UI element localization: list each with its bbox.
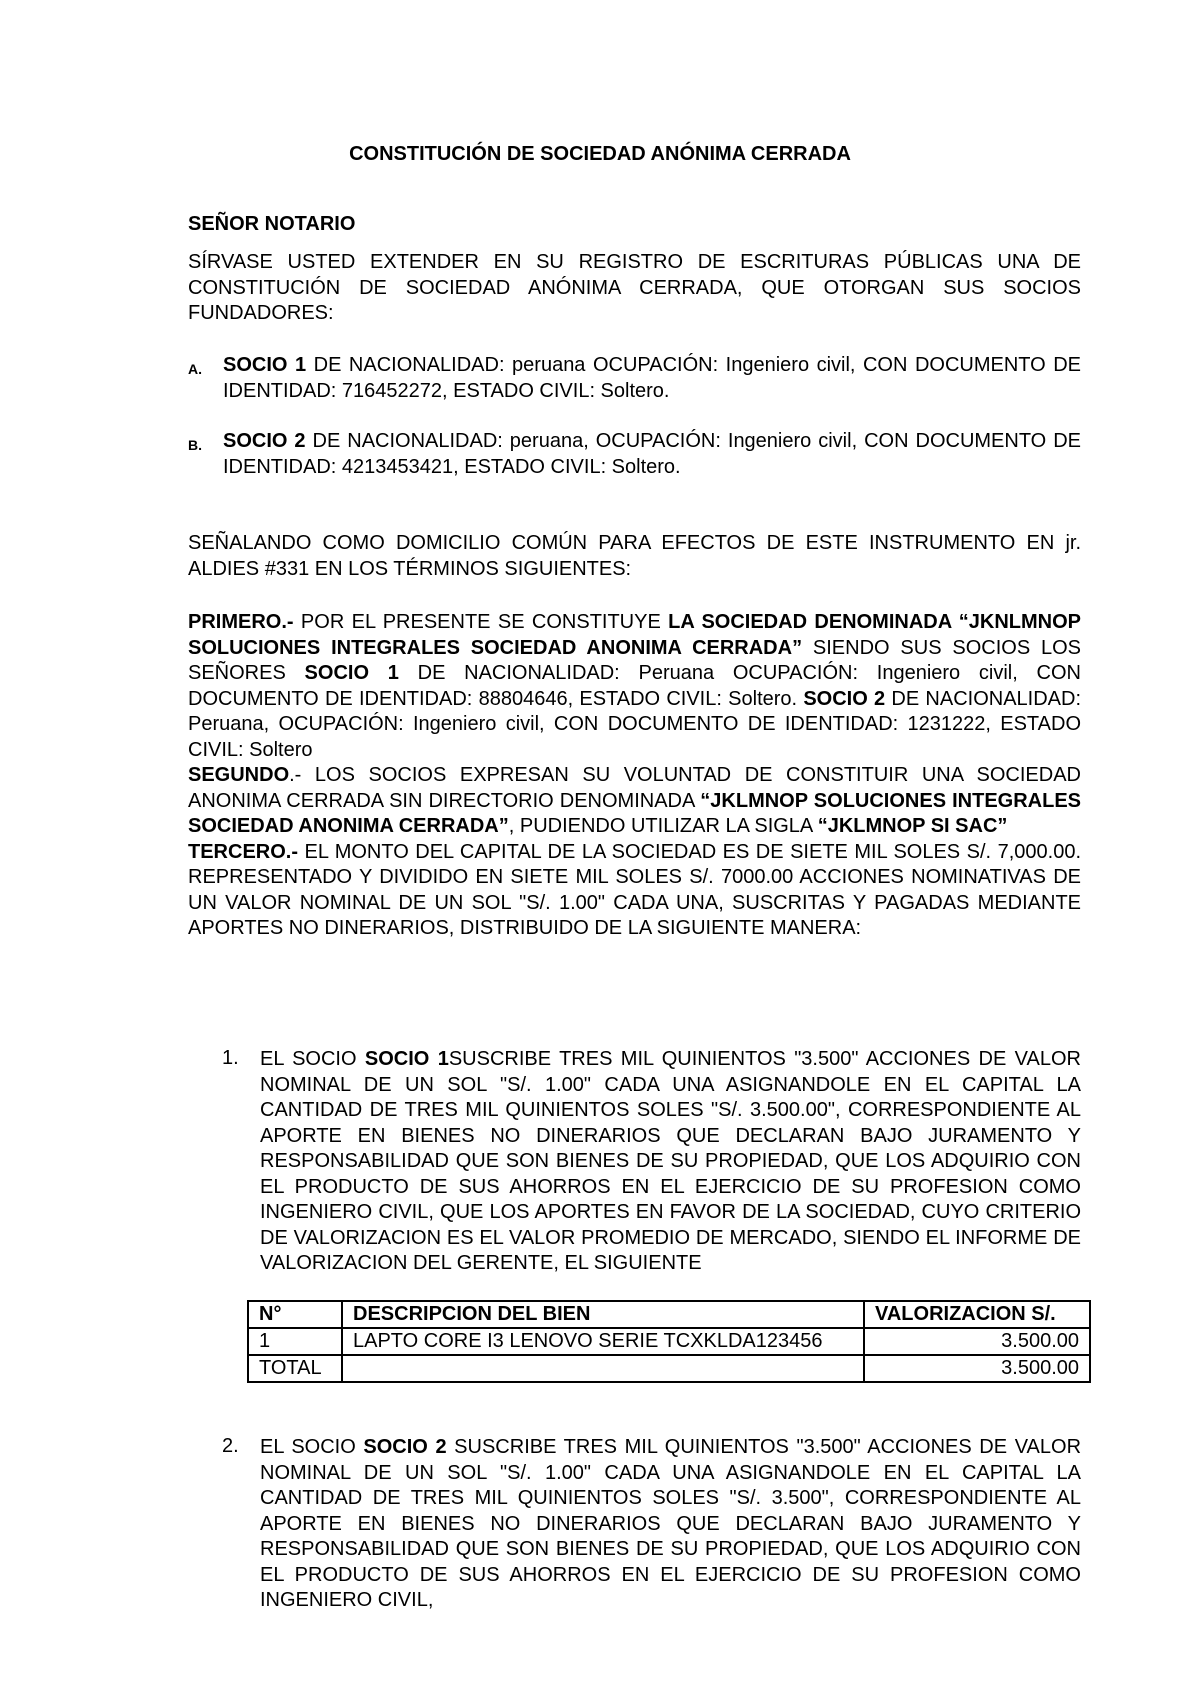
clauses-block — [188, 610, 1081, 942]
clause-text: SIENDO SUS SOCIOS LOS SEÑORES — [188, 636, 1081, 684]
partner-name: SOCIO 2 — [803, 687, 886, 710]
section-heading: SEÑOR NOTARIO — [188, 213, 356, 235]
partner-name: SOCIO 2 — [363, 1436, 447, 1458]
clause-text: , PUDIENDO UTILIZAR LA SIGLA — [508, 815, 818, 837]
table-cell: 1 — [248, 1328, 342, 1355]
table-header-cell: DESCRIPCION DEL BIEN — [342, 1301, 864, 1328]
table-cell: 3.500.00 — [864, 1328, 1090, 1355]
clause-text: .- LOS SOCIOS EXPRESAN SU VOLUNTAD DE CONSTITUIR UNA SOCIEDAD ANONIMA CERRADA SIN DIRECTORIO DENOMINADA — [188, 764, 1081, 812]
table-cell: 3.500.00 — [864, 1355, 1090, 1382]
clause-label: SEGUNDO — [188, 764, 290, 786]
clause-text: POR EL PRESENTE SE CONSTITUYE — [293, 611, 669, 633]
intro-paragraph: SÍRVASE USTED EXTENDER EN SU REGISTRO DE ESCRITURAS PÚBLICAS UNA DE CONSTITUCIÓN DE SOCIEDAD ANÓNIMA CERRADA, QUE OTORGAN SUS SOCIOS FUNDADORES: — [188, 251, 1081, 324]
item-text: SUSCRIBE TRES MIL QUINIENTOS "3.500" ACCIONES DE VALOR NOMINAL DE UN SOL "S/. 1.00" CADA UNA ASIGNANDOLE EN EL CAPITAL LA CANTIDAD DE TRES MIL QUINIENTOS SOLES "S/. 3.500", CORRESPONDIENTE AL APORTE EN BIENES NO DINERARIOS QUE DECLARAN BAJO JURAMENTO Y RESPONSABILIDAD QUE SON BIENES DE SU PROPIEDAD, QUE LOS ADQUIRIO CON EL PRODUCTO DE SUS AHORROS EN EL EJERCICIO DE SU PROFESION COMO INGENIERO CIVIL, — [260, 1436, 1082, 1611]
list-marker-a: A. — [188, 361, 202, 377]
table-header-row — [248, 1301, 1090, 1328]
partner-text: DE NACIONALIDAD: peruana, OCUPACIÓN: Ingeniero civil, CON DOCUMENTO DE IDENTIDAD: 4213453421, ESTADO CIVIL: Soltero. — [223, 430, 1081, 478]
partner-name: SOCIO 1 — [223, 354, 307, 376]
clause-text: EL MONTO DEL CAPITAL DE LA SOCIEDAD ES DE SIETE MIL SOLES S/. 7,000.00. REPRESENTADO Y DIVIDIDO EN SIETE MIL SOLES S/. 7000.00 ACCIONES NOMINATIVAS DE UN VALOR NOMINAL DE UN SOL "S/. 1.00" CADA UNA, SUSCRITAS Y PAGADAS MEDIANTE APORTES NO DINERARIOS, DISTRIBUIDO DE LA SIGUIENTE MANERA: — [188, 840, 1081, 939]
table-cell: LAPTO CORE I3 LENOVO SERIE TCXKLDA123456 — [342, 1328, 864, 1355]
item-text: SUSCRIBE TRES MIL QUINIENTOS "3.500" ACCIONES DE VALOR NOMINAL DE UN SOL "S/. 1.00" CADA UNA ASIGNANDOLE EN EL CAPITAL LA CANTIDAD DE TRES MIL QUINIENTOS SOLES "S/. 3.500.00", CORRESPONDIENTE AL APORTE EN BIENES NO DINERARIOS QUE DECLARAN BAJO JURAMENTO Y RESPONSABILIDAD QUE SON BIENES DE SU PROPIEDAD, QUE LOS ADQUIRIO CON EL PRODUCTO DE SUS AHORROS EN EL EJERCICIO DE SU PROFESION COMO INGENIERO CIVIL, QUE LOS APORTES EN FAVOR DE LA SOCIEDAD, CUYO CRITERIO DE VALORIZACION ES EL VALOR PROMEDIO DE MERCADO, SIENDO EL INFORME DE VALORIZACION DEL GERENTE, EL SIGUIENTE — [260, 1048, 1081, 1274]
clause-label: TERCERO.- — [188, 840, 298, 863]
table-header-cell: VALORIZACION S/. — [864, 1301, 1090, 1328]
item-text: EL SOCIO — [260, 1048, 365, 1070]
company-name: LA SOCIEDAD DENOMINADA “JKNLMNOP SOLUCIONES INTEGRALES SOCIEDAD ANONIMA CERRADA” — [188, 611, 1081, 659]
item-text: EL SOCIO — [260, 1436, 364, 1458]
partner-text: DE NACIONALIDAD: peruana OCUPACIÓN: Ingeniero civil, CON DOCUMENTO DE IDENTIDAD: 716452272, ESTADO CIVIL: Soltero. — [223, 354, 1081, 402]
company-acronym: “JKLMNOP SI SAC” — [817, 815, 1008, 837]
table-header-cell: N° — [248, 1301, 342, 1328]
table-total-row — [248, 1355, 1090, 1382]
clause-segundo — [188, 763, 1081, 840]
list-number-2: 2. — [222, 1435, 239, 1457]
table-row — [248, 1328, 1090, 1355]
partner-item-b — [223, 429, 1081, 480]
clause-tercero — [188, 840, 1081, 942]
subscription-item-1 — [260, 1047, 1081, 1277]
company-name: “JKLMNOP SOLUCIONES INTEGRALES SOCIEDAD ANONIMA CERRADA” — [188, 789, 1081, 837]
partner-name: SOCIO 1 — [304, 662, 399, 684]
partner-name: SOCIO 1 — [364, 1048, 449, 1070]
subscription-item-2 — [260, 1435, 1081, 1614]
clause-primero — [188, 610, 1081, 763]
document-title: CONSTITUCIÓN DE SOCIEDAD ANÓNIMA CERRADA — [349, 143, 851, 165]
clause-text: DE NACIONALIDAD: Peruana, OCUPACIÓN: Ingeniero civil, CON DOCUMENTO DE IDENTIDAD: 1231222, ESTADO CIVIL: Soltero — [188, 687, 1082, 761]
table-cell — [342, 1355, 864, 1382]
clause-label: PRIMERO.- — [188, 611, 294, 633]
valuation-table — [247, 1300, 1091, 1383]
partner-item-a — [223, 353, 1081, 404]
table-cell: TOTAL — [248, 1355, 342, 1382]
list-number-1: 1. — [222, 1047, 239, 1069]
domicile-paragraph: SEÑALANDO COMO DOMICILIO COMÚN PARA EFECTOS DE ESTE INSTRUMENTO EN jr. ALDIES #331 EN LOS TÉRMINOS SIGUIENTES: — [188, 532, 1081, 580]
clause-text: DE NACIONALIDAD: Peruana OCUPACIÓN: Ingeniero civil, CON DOCUMENTO DE IDENTIDAD: 88804646, ESTADO CIVIL: Soltero. — [188, 662, 1081, 710]
partner-name: SOCIO 2 — [223, 430, 306, 452]
list-marker-b: B. — [188, 437, 202, 453]
